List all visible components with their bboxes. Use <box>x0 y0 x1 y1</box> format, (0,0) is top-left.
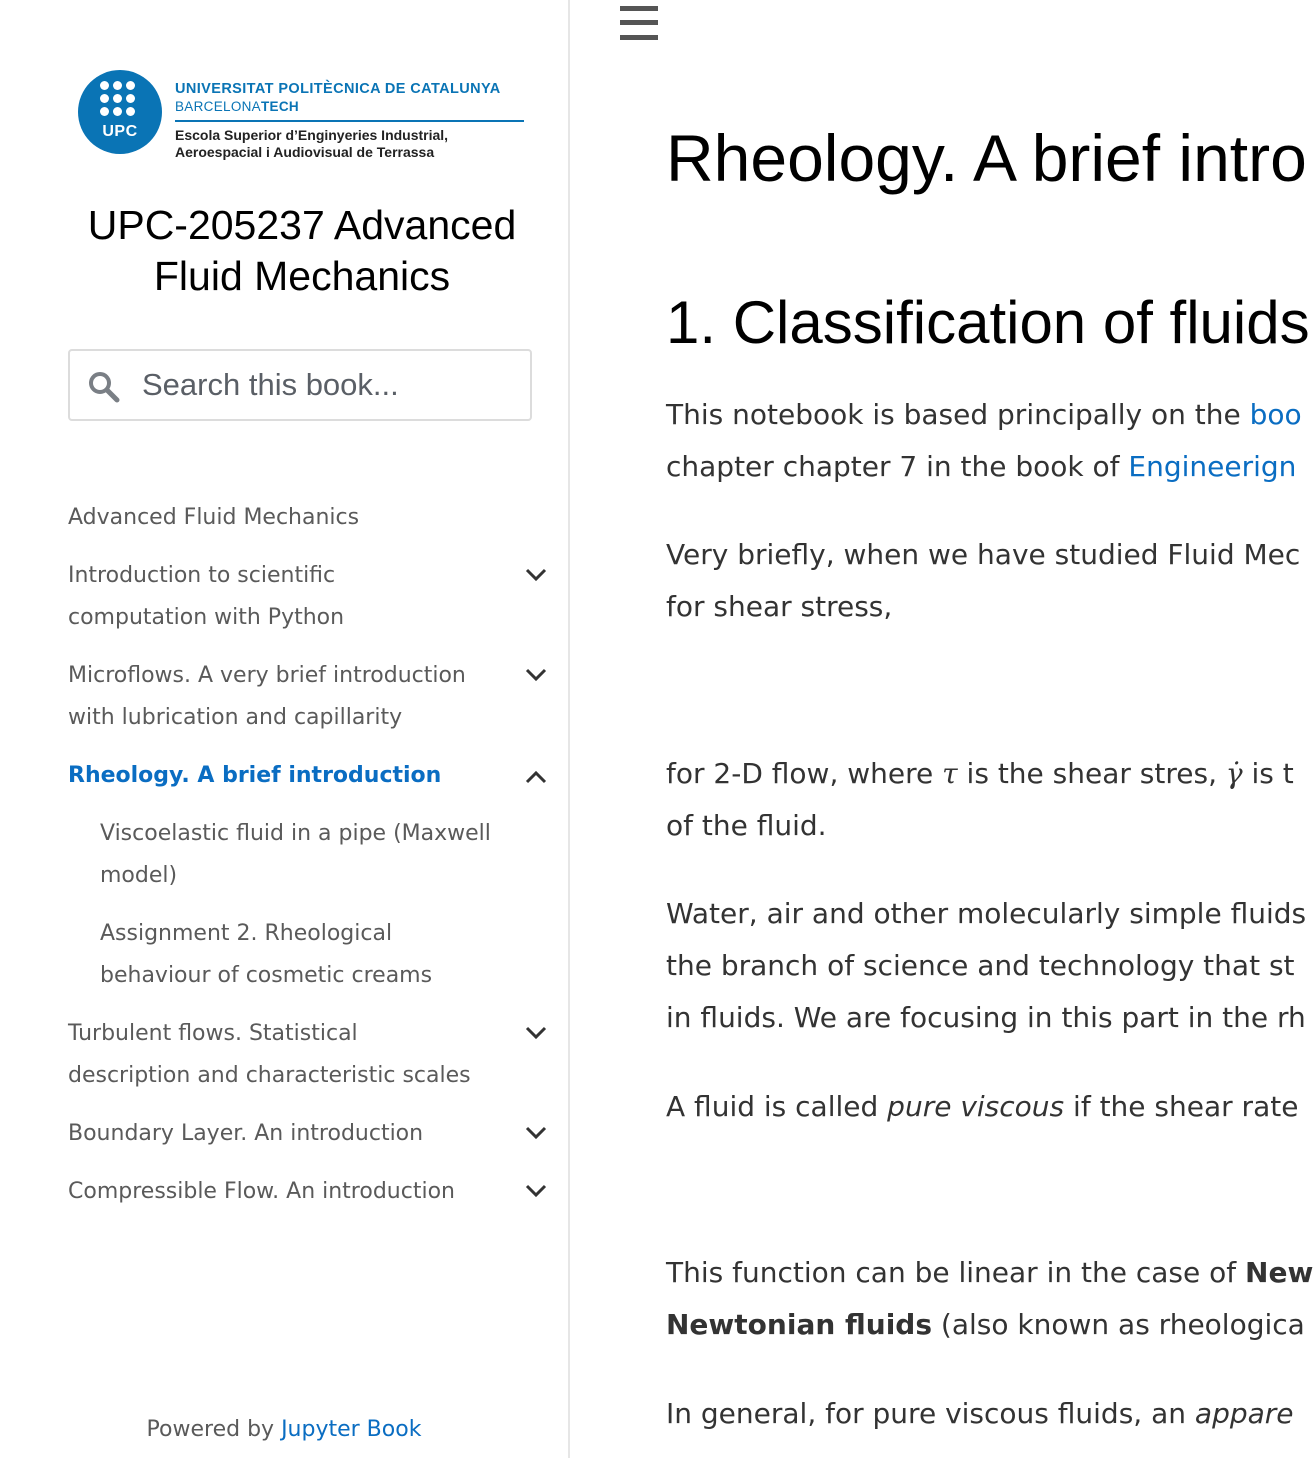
paragraph-3-line-2: of the fluid. <box>666 809 827 842</box>
powered-by-text: Powered by <box>146 1417 282 1442</box>
text-span: This notebook is based principally on the <box>666 398 1250 431</box>
text-span: is t <box>1242 757 1294 790</box>
chevron-down-icon[interactable] <box>524 1124 548 1142</box>
book-link[interactable]: boo <box>1249 398 1302 431</box>
text-span: (also known as rheologica <box>932 1308 1305 1341</box>
search-input[interactable]: Search this book... <box>142 367 399 402</box>
university-name: UNIVERSITAT POLITÈCNICA DE CATALUNYA <box>175 81 501 97</box>
newtonian-bold: New <box>1245 1256 1313 1289</box>
paragraph-1-line-2 <box>666 450 1296 483</box>
nav-compressible-flow[interactable] <box>68 1171 455 1213</box>
text-span: is the shear stres, <box>957 757 1226 790</box>
text-span: In general, for pure viscous fluids, an <box>666 1397 1195 1430</box>
nav-label: behaviour of cosmetic creams <box>100 963 433 988</box>
nav-rheology[interactable] <box>68 755 441 797</box>
paragraph-2-line-2: for shear stress, <box>666 590 893 623</box>
hamburger-menu-icon[interactable] <box>620 6 658 40</box>
city-text: BARCELONA <box>175 99 261 114</box>
nav-label: Introduction to scientific <box>68 563 336 588</box>
school-name-line2: Aeroespacial i Audiovisual de Terrassa <box>175 144 435 160</box>
upc-logo[interactable] <box>78 70 528 160</box>
nav-turbulent-flows[interactable] <box>68 1013 471 1097</box>
engineering-book-link[interactable]: Engineerign <box>1128 450 1297 483</box>
paragraph-4-line-2: the branch of science and technology that st <box>666 949 1295 982</box>
nav-viscoelastic-fluid[interactable] <box>100 813 491 897</box>
paragraph-7-line-1 <box>666 1397 1294 1430</box>
book-title-line2: Fluid Mechanics <box>153 253 451 299</box>
chevron-down-icon[interactable] <box>524 1024 548 1042</box>
jupyter-book-link[interactable]: Jupyter Book <box>281 1417 422 1442</box>
nav-advanced-fluid-mechanics[interactable] <box>68 497 359 539</box>
sidebar <box>0 0 570 1458</box>
chevron-down-icon[interactable] <box>524 566 548 584</box>
main-content <box>570 0 1313 1458</box>
chevron-up-icon[interactable] <box>524 768 548 786</box>
nav-microflows[interactable] <box>68 655 466 739</box>
nav-label: with lubrication and capillarity <box>68 705 403 730</box>
search-box[interactable] <box>68 349 532 421</box>
pure-viscous-emphasis: pure viscous <box>887 1090 1065 1123</box>
upc-seal <box>78 70 162 154</box>
paragraph-2-line-1: Very briefly, when we have studied Fluid Mec <box>666 538 1301 571</box>
nav-label: Rheology. A brief introduction <box>68 763 442 788</box>
paragraph-6-line-1 <box>666 1256 1313 1289</box>
nav-boundary-layer[interactable] <box>68 1113 423 1155</box>
section-title: 1. Classification of fluids <box>666 289 1310 356</box>
dots-grid <box>100 81 140 121</box>
newtonian-fluids-bold: Newtonian fluids <box>666 1308 933 1341</box>
book-title-line1: UPC-205237 Advanced <box>87 202 517 248</box>
logo-divider <box>175 120 524 122</box>
paragraph-3-line-1 <box>666 757 1294 790</box>
nav-label: description and characteristic scales <box>68 1063 471 1088</box>
page-title: Rheology. A brief intro <box>666 121 1307 195</box>
nav-label: Assignment 2. Rheological <box>100 921 393 946</box>
nav-label: computation with Python <box>68 605 345 630</box>
text-span: This function can be linear in the case of <box>666 1256 1246 1289</box>
nav-label: Turbulent flows. Statistical <box>68 1021 358 1046</box>
school-name-line1: Escola Superior d’Enginyeries Industrial, <box>175 127 449 143</box>
nav-label: Advanced Fluid Mechanics <box>68 505 360 530</box>
text-span: for 2-D flow, where <box>666 757 943 790</box>
chevron-down-icon[interactable] <box>524 1182 548 1200</box>
paragraph-4-line-3: in fluids. We are focusing in this part in the rh <box>666 1001 1306 1034</box>
apparent-emphasis: appare <box>1194 1397 1294 1430</box>
paragraph-1-line-1 <box>666 398 1302 431</box>
search-icon <box>88 371 120 403</box>
tau-symbol: τ <box>942 757 958 790</box>
nav-label: Microflows. A very brief introduction <box>68 663 466 688</box>
chevron-down-icon[interactable] <box>524 666 548 684</box>
paragraph-6-line-2 <box>666 1308 1305 1341</box>
text-span: if the shear rate <box>1064 1090 1299 1123</box>
barcelonatech <box>175 99 299 114</box>
powered-by <box>0 1417 568 1442</box>
nav-label: Compressible Flow. An introduction <box>68 1179 455 1204</box>
nav-assignment-2[interactable] <box>100 913 432 997</box>
nav-label: model) <box>100 863 178 888</box>
nav-label: Boundary Layer. An introduction <box>68 1121 424 1146</box>
tech-text: TECH <box>260 99 299 114</box>
text-span: A fluid is called <box>666 1090 888 1123</box>
book-title[interactable] <box>40 200 564 302</box>
nav-intro-python[interactable] <box>68 555 344 639</box>
upc-abbr: UPC <box>102 123 138 140</box>
paragraph-5-line-1 <box>666 1090 1298 1123</box>
nav-label: Viscoelastic fluid in a pipe (Maxwell <box>100 821 491 846</box>
paragraph-4-line-1: Water, air and other molecularly simple fluids <box>666 897 1307 930</box>
text-span: chapter chapter 7 in the book of <box>666 450 1129 483</box>
gamma-dot-symbol: γ̇ <box>1225 757 1243 790</box>
